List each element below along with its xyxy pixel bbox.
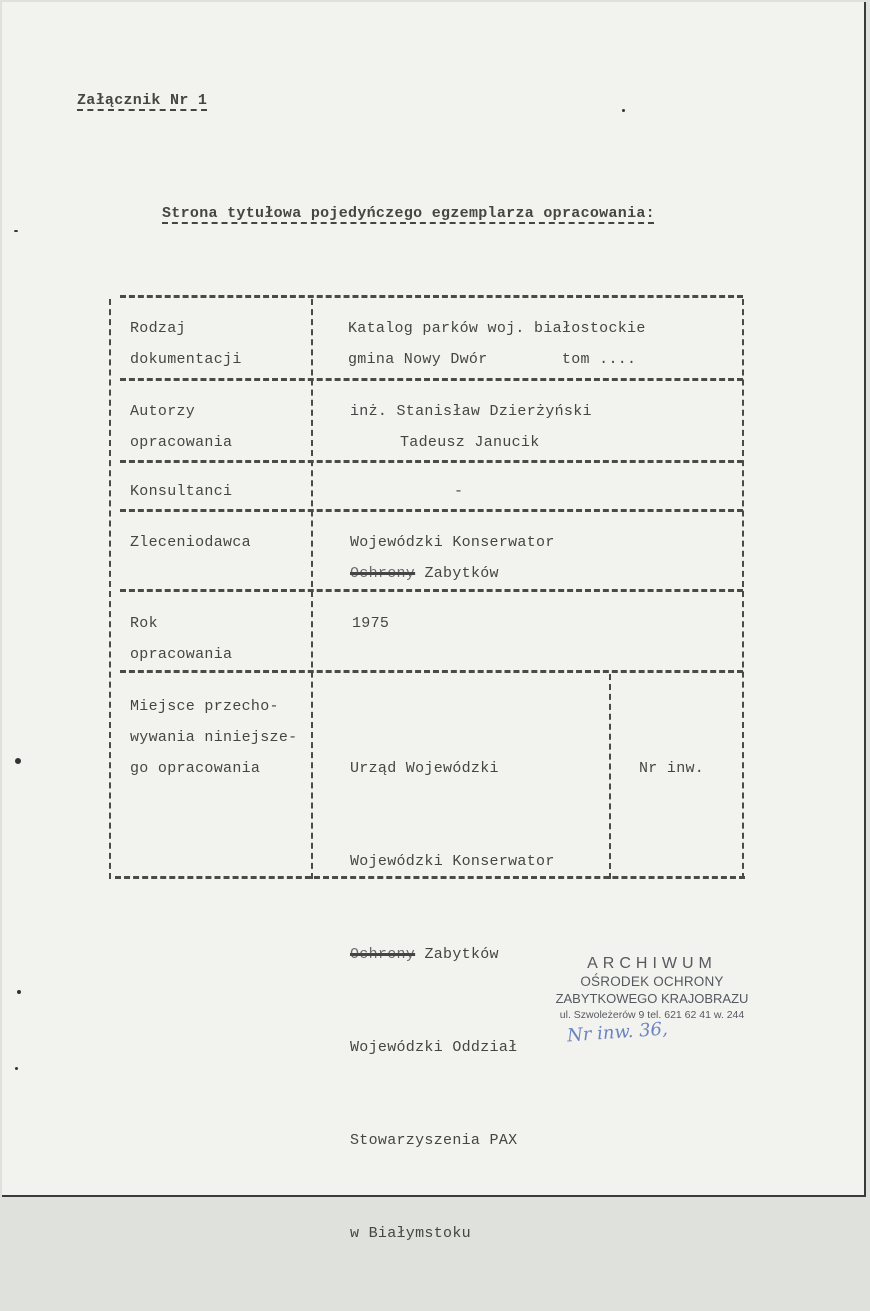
archive-stamp — [547, 955, 757, 1021]
value-commissioner: Wojewódzki Konserwator Ochrony Zabytków — [350, 534, 555, 582]
label-commissioner: Zleceniodawca — [130, 534, 251, 551]
stamp-line: ARCHIWUM — [587, 955, 717, 972]
document-page — [2, 2, 866, 1242]
table-border-right — [742, 299, 744, 879]
label-type: Rodzaj dokumentacji — [130, 320, 242, 368]
table-divider — [120, 509, 743, 512]
speck-mark — [17, 990, 21, 994]
value-year: 1975 — [352, 615, 390, 632]
value-consultants: - — [454, 483, 464, 500]
document-title: Strona tytułowa pojedyńczego egzemplarza opracowania: — [162, 205, 655, 222]
value-type: Katalog parków woj. białostockie gmina Nowy Dwór tom .... — [348, 320, 646, 368]
label-authors: Autorzy opracowania — [130, 403, 233, 451]
table-divider — [120, 378, 743, 381]
inventory-number-label: Nr inw. — [639, 760, 705, 777]
label-storage: Miejsce przecho- wywania niniejsze- go opracowania — [130, 698, 298, 777]
stamp-line: ZABYTKOWEGO KRAJOBRAZU — [555, 991, 749, 1006]
speck-mark — [15, 1067, 18, 1070]
label-year: Rok opracowania — [130, 615, 233, 663]
stamp-address: ul. Szwoleżerów 9 tel. 621 62 41 w. 244 — [559, 1009, 745, 1021]
label-consultants: Konsultanci — [130, 483, 233, 500]
value-authors: inż. Stanisław Dzierżyński Tadeusz Janucik — [350, 403, 592, 451]
punch-hole-mark — [15, 758, 21, 764]
handwritten-inventory-note: Nr inw. 36, — [566, 1018, 669, 1047]
table-column-divider — [609, 674, 611, 879]
struck-word: Ochrony — [350, 946, 416, 963]
table-column-divider — [311, 299, 313, 879]
table-divider — [120, 670, 743, 673]
speck-mark — [622, 109, 625, 112]
appendix-label: Załącznik Nr 1 — [77, 92, 208, 109]
table-border-left — [109, 299, 111, 879]
table-divider — [120, 460, 743, 463]
struck-word: Ochrony — [350, 565, 416, 582]
table-divider — [120, 589, 743, 592]
table-border-top — [120, 295, 743, 298]
value-storage: Urząd Wojewódzki Wojewódzki Konserwator Ochrony Zabytków Wojewódzki Oddział Stowarzyszenia PAX w Białymstoku — [350, 760, 555, 1242]
stamp-line: OŚRODEK OCHRONY — [580, 974, 724, 989]
speck-mark — [14, 230, 18, 232]
